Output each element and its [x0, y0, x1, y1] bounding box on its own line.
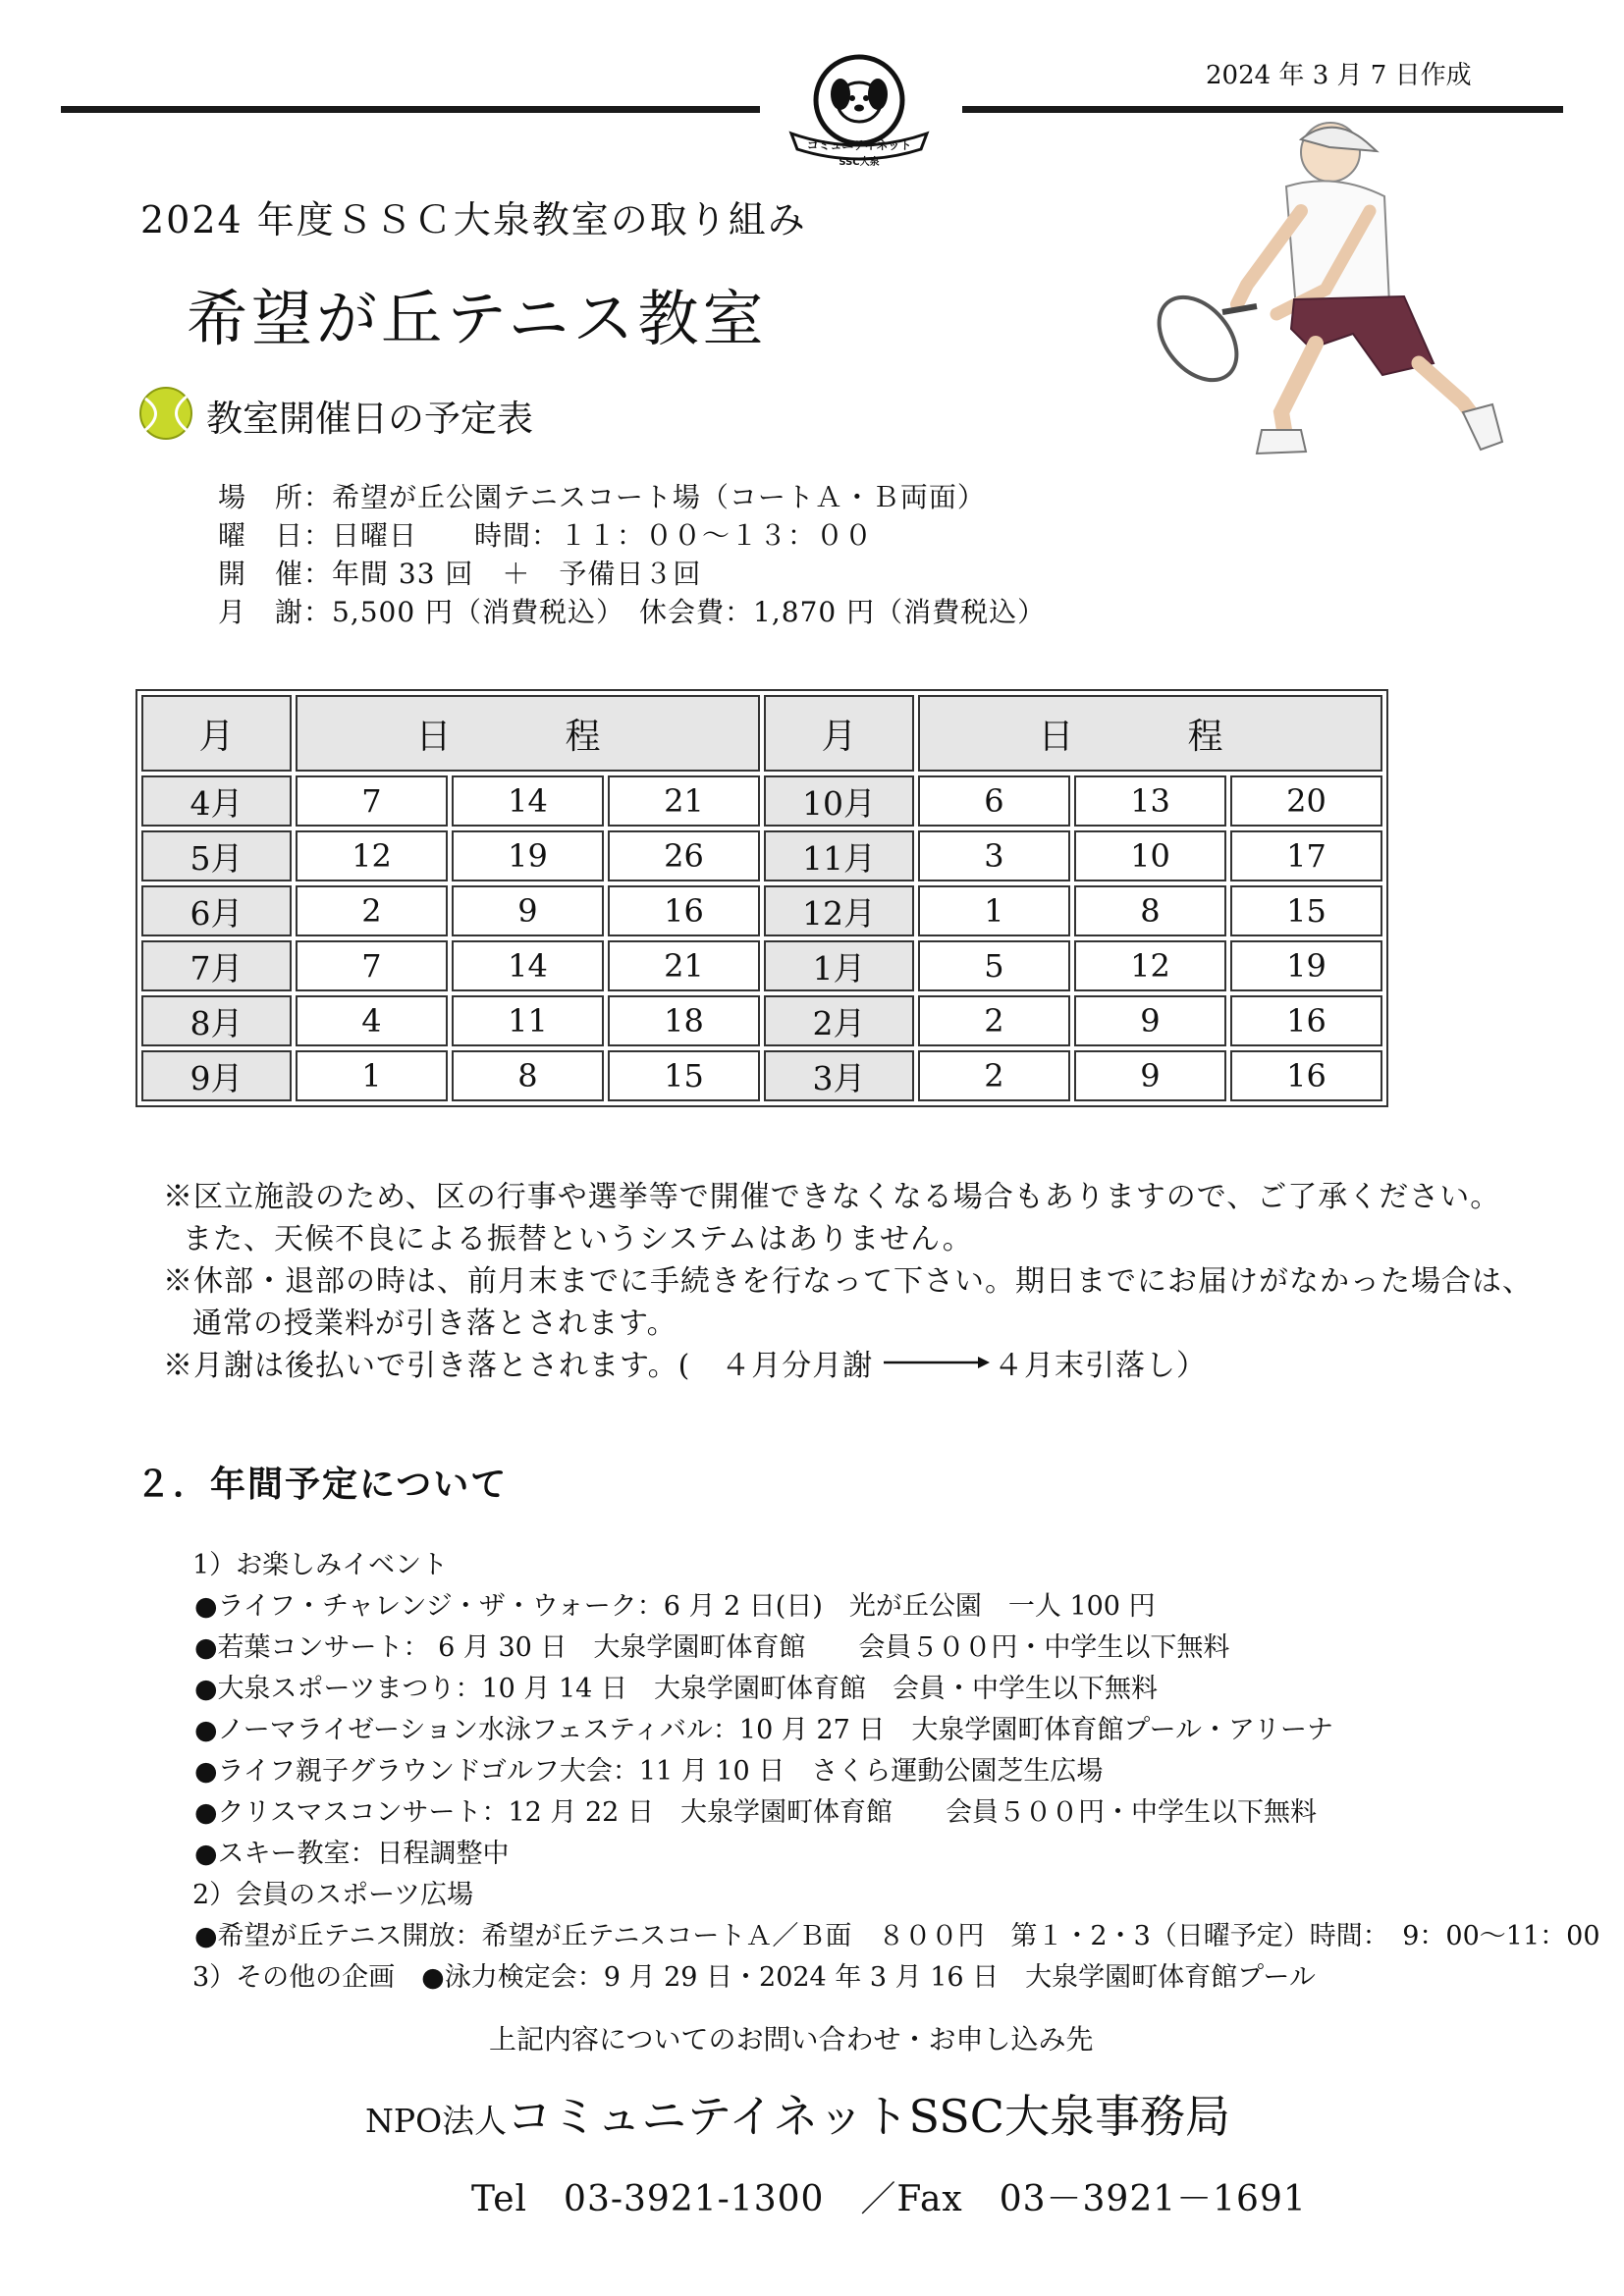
info-day-time: 曜 日：日曜日 時間：１１：００～１３：００: [218, 519, 874, 552]
month-cell: 9月: [141, 1050, 292, 1101]
note-withdrawal: ※休部・退部の時は、前月末までに手続きを行なって下さい。期日までにお届けがなかった場合は、: [163, 1264, 1533, 1299]
contact-intro: 上記内容についてのお問い合わせ・お申し込み先: [489, 2023, 1094, 2056]
day-cell: 11: [452, 995, 604, 1046]
day-cell: 14: [452, 775, 604, 827]
day-cell: 3: [918, 830, 1070, 881]
month-cell: 6月: [141, 885, 292, 936]
schedule-header-left: 日 程: [296, 695, 760, 772]
day-cell: 12: [296, 830, 448, 881]
section-title-annual: ２．年間予定について: [135, 1465, 509, 1505]
org-prefix: NPO法人: [365, 2102, 508, 2140]
day-cell: 6: [918, 775, 1070, 827]
day-cell: 10: [1074, 830, 1226, 881]
tennis-player-illustration: [1090, 118, 1512, 471]
day-cell: 15: [1230, 885, 1382, 936]
table-row: [141, 1050, 1382, 1101]
day-cell: 5: [918, 940, 1070, 991]
note-payment: ※月謝は後払いで引き落とされます。( ４月分月謝: [163, 1349, 874, 1383]
schedule-label: 教室開催日の予定表: [206, 398, 533, 440]
day-cell: 12: [1074, 940, 1226, 991]
header-rule-right: [962, 106, 1563, 113]
info-session-count: 開 催：年間 33 回 ＋ 予備日３回: [218, 558, 702, 590]
event-heading-fun: 1）お楽しみイベント: [192, 1550, 449, 1580]
table-row: [141, 940, 1382, 991]
table-row: [141, 885, 1382, 936]
logo-text-bottom: SSC大泉: [839, 157, 880, 168]
event-item: ●大泉スポーツまつり：10 月 14 日 大泉学園町体育館 会員・中学生以下無料: [194, 1674, 1158, 1704]
day-cell: 8: [452, 1050, 604, 1101]
day-cell: 21: [608, 940, 760, 991]
month-cell: 10月: [764, 775, 914, 827]
event-item: ●希望が丘テニス開放：希望が丘テニスコートＡ／Ｂ面 ８００円 第１・2・3（日曜予定）時間： 9：00～11：00: [194, 1921, 1600, 1951]
event-heading-other: 3）その他の企画 ●泳力検定会：9 月 29 日・2024 年 3 月 16 日 大泉学園町体育館プール: [192, 1962, 1316, 1993]
day-cell: 9: [452, 885, 604, 936]
day-cell: 18: [608, 995, 760, 1046]
month-cell: 2月: [764, 995, 914, 1046]
subtitle: 2024 年度ＳＳＣ大泉教室の取り組み: [140, 198, 807, 241]
day-cell: 16: [608, 885, 760, 936]
month-header-right: 月: [764, 695, 914, 772]
day-cell: 4: [296, 995, 448, 1046]
arrow-right-icon: [884, 1357, 990, 1368]
day-cell: 2: [918, 1050, 1070, 1101]
month-cell: 12月: [764, 885, 914, 936]
table-row: [141, 775, 1382, 827]
day-cell: 21: [608, 775, 760, 827]
day-cell: 14: [452, 940, 604, 991]
ssc-oizumi-dog-logo: [772, 51, 947, 171]
event-heading-members: 2）会員のスポーツ広場: [192, 1880, 474, 1910]
event-item: ●スキー教室：日程調整中: [194, 1839, 510, 1869]
day-cell: 2: [918, 995, 1070, 1046]
tennis-ball-icon: [137, 385, 194, 442]
month-cell: 5月: [141, 830, 292, 881]
day-cell: 9: [1074, 995, 1226, 1046]
day-cell: 7: [296, 775, 448, 827]
info-place: 場 所：希望が丘公園テニスコート場（コートＡ・Ｂ両面）: [218, 481, 986, 513]
page-title: 希望が丘テニス教室: [187, 283, 768, 354]
note-payment-end: ４月末引落し）: [994, 1349, 1207, 1383]
event-item: ●ライフ・チャレンジ・ザ・ウォーク：6 月 2 日(日) 光が丘公園 一人 100 円: [194, 1591, 1156, 1622]
month-cell: 1月: [764, 940, 914, 991]
schedule-header-right: 日 程: [918, 695, 1382, 772]
table-row: [141, 830, 1382, 881]
month-cell: 7月: [141, 940, 292, 991]
created-date: 2024 年 3 月 7 日作成: [1206, 61, 1472, 90]
day-cell: 15: [608, 1050, 760, 1101]
event-item: ●ライフ親子グラウンドゴルフ大会：11 月 10 日 さくら運動公園芝生広場: [194, 1756, 1104, 1787]
day-cell: 9: [1074, 1050, 1226, 1101]
month-cell: 8月: [141, 995, 292, 1046]
day-cell: 8: [1074, 885, 1226, 936]
day-cell: 17: [1230, 830, 1382, 881]
month-cell: 4月: [141, 775, 292, 827]
day-cell: 16: [1230, 1050, 1382, 1101]
day-cell: 1: [918, 885, 1070, 936]
day-cell: 16: [1230, 995, 1382, 1046]
note-facility: ※区立施設のため、区の行事や選挙等で開催できなくなる場合もありますので、ご了承ください。: [163, 1180, 1501, 1214]
day-cell: 1: [296, 1050, 448, 1101]
table-header-row: [141, 695, 1382, 772]
day-cell: 19: [452, 830, 604, 881]
org-name: コミュニテイネットSSC大泉事務局: [507, 2090, 1230, 2143]
event-item: ●ノーマライゼーション水泳フェスティバル：10 月 27 日 大泉学園町体育館プール・アリーナ: [194, 1715, 1333, 1745]
table-row: [141, 995, 1382, 1046]
day-cell: 2: [296, 885, 448, 936]
event-item: ●クリスマスコンサート：12 月 22 日 大泉学園町体育館 会員５００円・中学生以下無料: [194, 1797, 1317, 1828]
day-cell: 7: [296, 940, 448, 991]
info-fees: 月 謝：5,500 円（消費税込） 休会費：1,870 円（消費税込）: [218, 596, 1047, 628]
day-cell: 26: [608, 830, 760, 881]
schedule-table: [135, 689, 1388, 1107]
day-cell: 19: [1230, 940, 1382, 991]
contact-phone-fax: Tel 03-3921-1300 ／Fax 03－3921－1691: [471, 2179, 1307, 2219]
day-cell: 13: [1074, 775, 1226, 827]
event-item: ●若葉コンサート： 6 月 30 日 大泉学園町体育館 会員５００円・中学生以下無料: [194, 1632, 1230, 1663]
month-header-left: 月: [141, 695, 292, 772]
day-cell: 20: [1230, 775, 1382, 827]
month-cell: 11月: [764, 830, 914, 881]
month-cell: 3月: [764, 1050, 914, 1101]
organization-name: [365, 2081, 1230, 2146]
logo-text-top: コミュニテイネット: [806, 138, 912, 152]
note-no-makeup: また、天候不良による振替というシステムはありません。: [183, 1222, 973, 1256]
note-withdrawal-cont: 通常の授業料が引き落とされます。: [192, 1307, 677, 1341]
header-rule-left: [61, 106, 760, 113]
